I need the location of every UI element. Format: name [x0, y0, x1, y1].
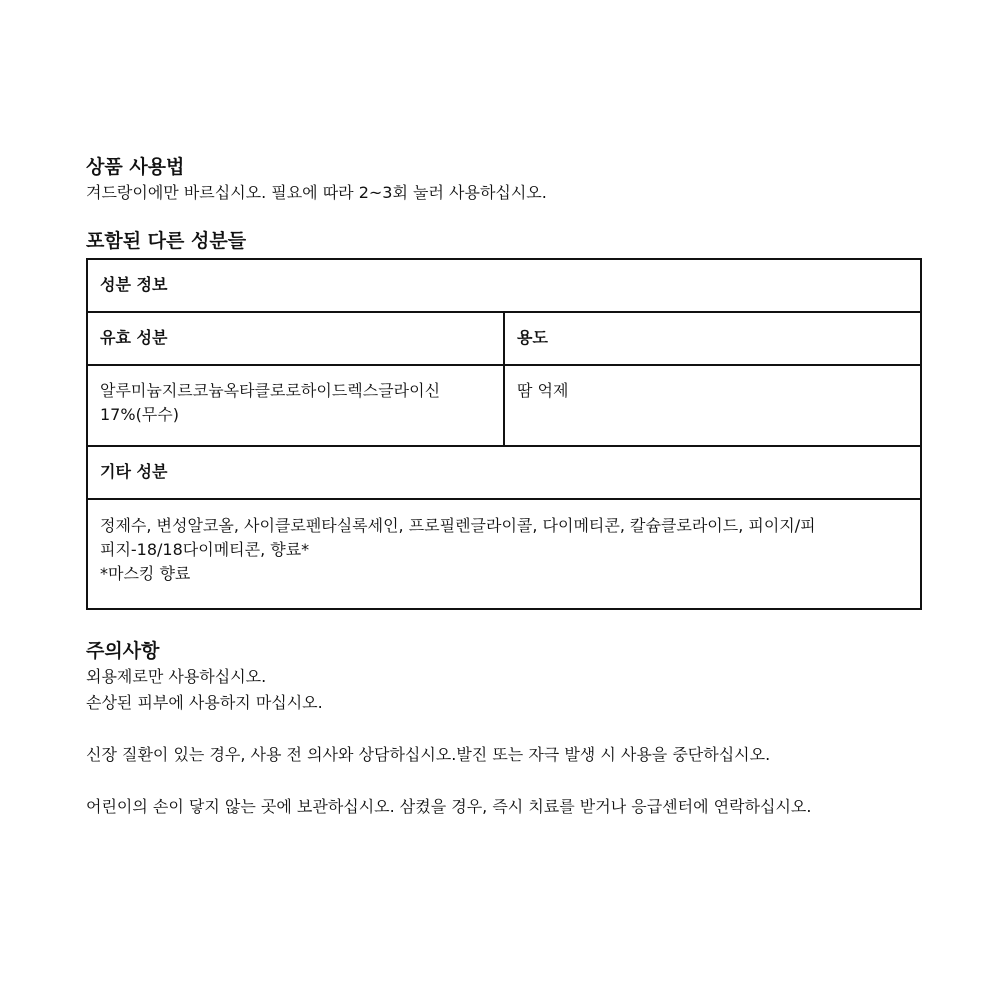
- active-ingredient-cell: [88, 366, 505, 445]
- spacer: [86, 768, 922, 794]
- caution-line-external-use: 외용제로만 사용하십시오.: [86, 667, 267, 686]
- info-header-cell: 성분 정보: [100, 275, 168, 294]
- product-info-document: [86, 150, 922, 820]
- cautions-title: 주의사항: [86, 640, 160, 662]
- spacer: [86, 716, 922, 742]
- table-row-column-headers: [88, 313, 920, 366]
- other-ingredients-line2: 피지-18/18다이메티콘, 향료*: [100, 540, 310, 559]
- caution-line-damaged-skin: 손상된 피부에 사용하지 마십시오.: [86, 693, 323, 712]
- active-ingredient-line2: 17%(무수): [100, 405, 179, 424]
- purpose-header-cell: 용도: [517, 328, 548, 347]
- active-header-cell: 유효 성분: [88, 313, 505, 364]
- other-ingredients-line1: 정제수, 변성알코올, 사이클로펜타실록세인, 프로필렌글라이콜, 다이메티콘, 칼슘클로라이드, 피이지/피: [100, 516, 816, 535]
- table-row-other-ingredients: [88, 500, 920, 608]
- other-ingredients-footnote: *마스킹 향료: [100, 564, 191, 583]
- ingredients-title: 포함된 다른 성분들: [86, 230, 247, 252]
- table-row-other-header: [88, 447, 920, 500]
- table-row-info-header: [88, 260, 920, 313]
- caution-line-kidney: 신장 질환이 있는 경우, 사용 전 의사와 상담하십시오.발진 또는 자극 발생 시 사용을 중단하십시오.: [86, 745, 771, 764]
- usage-title: 상품 사용법: [86, 156, 185, 178]
- purpose-value-cell: 땀 억제: [517, 381, 569, 400]
- other-header-cell: 기타 성분: [100, 462, 168, 481]
- usage-text: 겨드랑이에만 바르십시오. 필요에 따라 2~3회 눌러 사용하십시오.: [86, 183, 547, 202]
- caution-line-children: 어린이의 손이 닿지 않는 곳에 보관하십시오. 삼켰을 경우, 즉시 치료를 받거나 응급센터에 연락하십시오.: [86, 797, 812, 816]
- ingredients-table: [86, 258, 922, 610]
- table-row-active-ingredient: [88, 366, 920, 447]
- other-ingredients-cell: [88, 500, 920, 608]
- active-ingredient-line1: 알루미늄지르코늄옥타클로로하이드렉스글라이신: [100, 381, 441, 400]
